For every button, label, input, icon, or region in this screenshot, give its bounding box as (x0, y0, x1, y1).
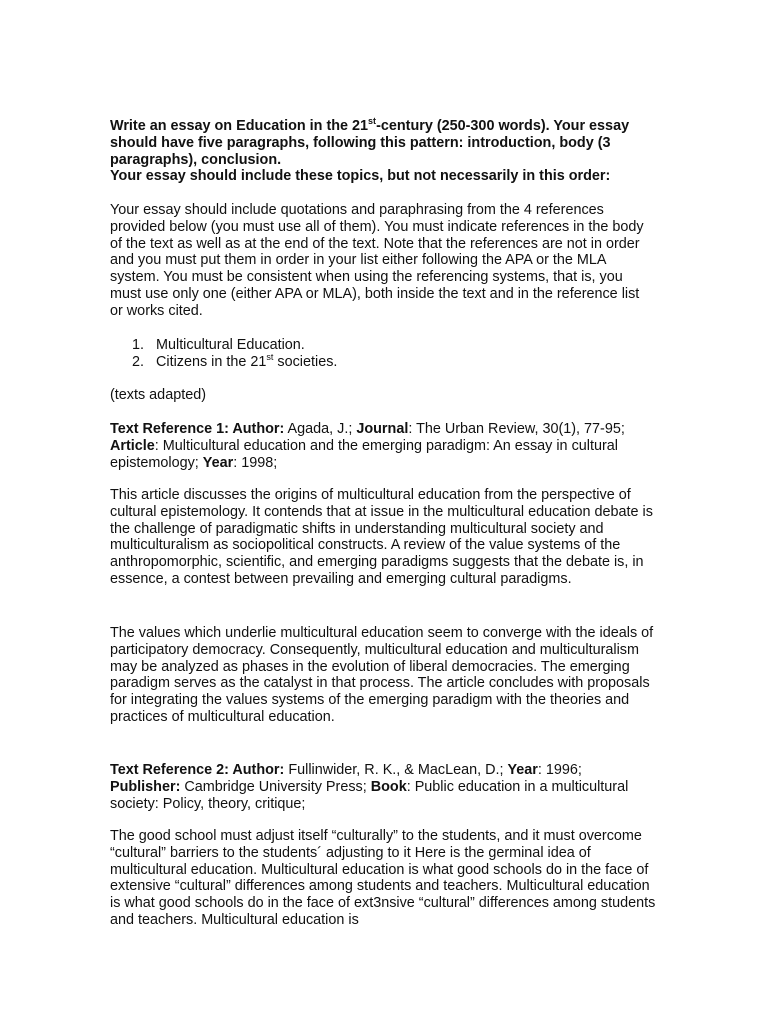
ref1-journal-label: Journal (356, 421, 409, 437)
prompt-text: Write an essay on Education in the 21 (110, 118, 369, 134)
ref2-label: Text Reference 2: Author: (110, 762, 285, 778)
prompt-superscript: st (368, 116, 377, 126)
reference-1-paragraph-1: This article discusses the origins of multicultural education from the perspective of cultural epistemology. It contends that at issue in the multicultural education debate is the challenge of paradigmatic shifts in understanding multicultural society and multiculturalism as sociopolitical constructs. A review of the value systems of the anthropomorphic, scientific, and emerging paradigms suggests that the debate is, in essence, a contest between prevailing and emerging cultural paradigms. (110, 487, 653, 587)
ref1-article: : Multicultural education and the emerging paradigm: An essay in cultural epistemology; (110, 437, 618, 471)
list-text-cont: societies. (273, 353, 338, 370)
ref1-year-label: Year (202, 454, 234, 471)
list-text: Multicultural Education. (156, 337, 305, 353)
ref1-article-label: Article (110, 437, 155, 454)
list-number: 1. (132, 337, 145, 353)
list-text: Citizens in the 21 (156, 353, 267, 370)
reference-2-paragraph-1: The good school must adjust itself “culturally” to the students, and it must overcome “cultural” barriers to the students´ adjusting to it Here is the germinal idea of multicultural education. Multicultural education is what good schools do in the face of extensive “cultural” differences among students and teachers. Multicultural education is what good schools do in the face of ext3nsive “cultural” differences among students and teachers. Multicultural education is (110, 828, 656, 928)
ref2-year-label: Year (507, 762, 538, 778)
list-number: 2. (132, 353, 145, 370)
prompt-topics-line: Your essay should include these topics, but not necessarily in this order: (110, 168, 611, 185)
ref2-publisher-label: Publisher: (110, 778, 181, 795)
ref1-author: Agada, J.; (284, 421, 357, 437)
ref2-book: : Public education in a multicultural society: Policy, theory, critique; (110, 778, 629, 812)
reference-2-citation (110, 762, 656, 812)
ref2-publisher: Cambridge University Press; (180, 778, 371, 795)
ref1-label: Text Reference 1: Author: (110, 421, 285, 437)
texts-adapted-note: (texts adapted) (110, 387, 206, 403)
reference-1-paragraph-2: The values which underlie multicultural education seem to converge with the ideals of participatory democracy. Consequently, multicultural education and multiculturalism may be analyzed as phases in the evolution of liberal democracies. The emerging paradigm serves as the catalyst in that process. The article concludes with proposals for integrating the values systems of the emerging paradigm with the theories and practices of multicultural education. (110, 625, 654, 725)
list-superscript: st (266, 351, 274, 362)
prompt-text-cont: -century (250-300 words). Your essay should have five paragraphs, following this pattern: introduction, body (3 paragraphs), conclusion. (110, 118, 630, 168)
list-item (110, 351, 656, 371)
reference-1-citation (110, 421, 656, 471)
essay-prompt (110, 118, 656, 185)
list-item (110, 337, 656, 354)
ref1-journal: : The Urban Review, 30(1), 77-95; (408, 421, 625, 437)
ref1-year: : 1998; (233, 454, 278, 471)
instructions-paragraph: Your essay should include quotations and paraphrasing from the 4 references provided below (you must use all of them). You must indicate references in the body of the text as well as at the end of the text. Note that the references are not in order and you must put them in order in your list either following the APA or the MLA system. You must be consistent when using the referencing systems, that is, you must use only one (either APA or MLA), both inside the text and in the reference list or works cited. (110, 202, 644, 319)
ref2-author: Fullinwider, R. K., & MacLean, D.; (284, 762, 508, 778)
ref2-book-label: Book (370, 778, 407, 795)
ref2-year: : 1996; (537, 762, 582, 778)
topics-list (110, 337, 656, 371)
